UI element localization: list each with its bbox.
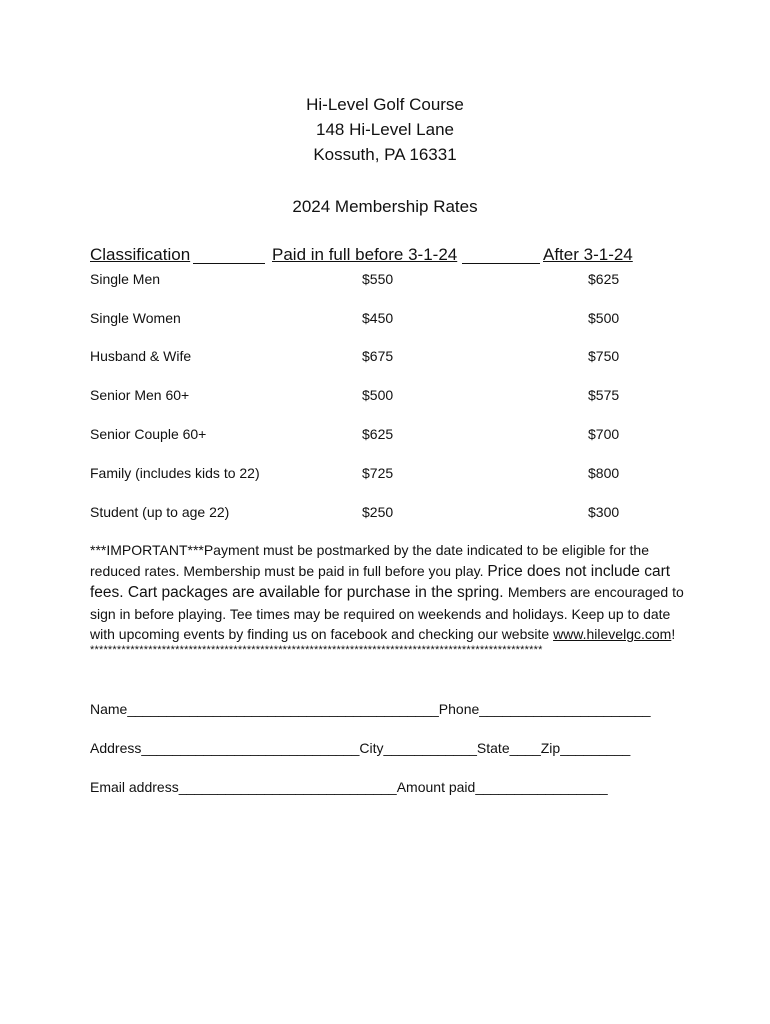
form-name-phone-line: Name________________________________________Phone______________________ (90, 701, 651, 717)
notice-text-end: ! (671, 626, 676, 643)
rates-title: 2024 Membership Rates (292, 197, 478, 216)
form-email-amount-line: Email address____________________________Amount paid_________________ (90, 779, 608, 795)
row-price-after: $700 (588, 426, 620, 442)
table-row (0, 309, 770, 329)
table-row (0, 270, 770, 290)
row-price-before: $450 (362, 310, 394, 326)
row-price-after: $500 (588, 310, 620, 326)
form-address-line: Address____________________________City____________State____Zip_________ (90, 740, 631, 756)
row-price-before: $625 (362, 426, 394, 442)
website-link[interactable]: www.hilevelgc.com (553, 626, 672, 643)
row-classification: Single Men (90, 271, 161, 287)
table-row (0, 386, 770, 406)
table-row (0, 347, 770, 367)
row-classification: Family (includes kids to 22) (90, 465, 260, 481)
notice-text-1: ***IMPORTANT***Payment must be postmarked by the date indicated to be eligible for the reduced rates. Membership must be paid in full before you play. (90, 542, 649, 579)
row-classification: Student (up to age 22) (90, 504, 230, 520)
row-price-before: $250 (362, 504, 394, 520)
course-city-state-zip: Kossuth, PA 16331 (313, 145, 457, 164)
column-header-after: After 3-1-24 (543, 245, 633, 264)
row-classification: Senior Men 60+ (90, 387, 190, 403)
course-name: Hi-Level Golf Course (306, 95, 464, 114)
table-row (0, 425, 770, 445)
row-price-after: $750 (588, 348, 620, 364)
row-price-after: $625 (588, 271, 620, 287)
row-price-before: $500 (362, 387, 394, 403)
column-header-classification: Classification (90, 245, 191, 264)
row-classification: Senior Couple 60+ (90, 426, 207, 442)
course-street: 148 Hi-Level Lane (316, 120, 454, 139)
course-header (0, 92, 770, 167)
row-price-after: $800 (588, 465, 620, 481)
row-classification: Husband & Wife (90, 348, 192, 364)
table-row (0, 503, 770, 523)
row-price-before: $550 (362, 271, 394, 287)
notice-text-2: Members are encouraged to sign in before playing. Tee times may be required on weekends and holidays. Keep up to date with upcoming events by finding us on facebook and checking our website (90, 584, 684, 643)
row-price-after: $575 (588, 387, 620, 403)
row-price-before: $725 (362, 465, 394, 481)
row-price-before: $675 (362, 348, 394, 364)
stars-divider: ***************************************************************************************************** (90, 644, 543, 656)
row-price-after: $300 (588, 504, 620, 520)
row-classification: Single Women (90, 310, 181, 326)
table-row (0, 464, 770, 484)
important-notice (90, 540, 690, 645)
notice-text-cart: Price does not include cart fees. Cart packages are available for purchase in the spring. (90, 562, 671, 602)
header-underline-spacer-1 (193, 263, 265, 264)
column-header-paid-before: Paid in full before 3-1-24 (272, 245, 458, 264)
header-underline-spacer-2 (462, 263, 540, 264)
